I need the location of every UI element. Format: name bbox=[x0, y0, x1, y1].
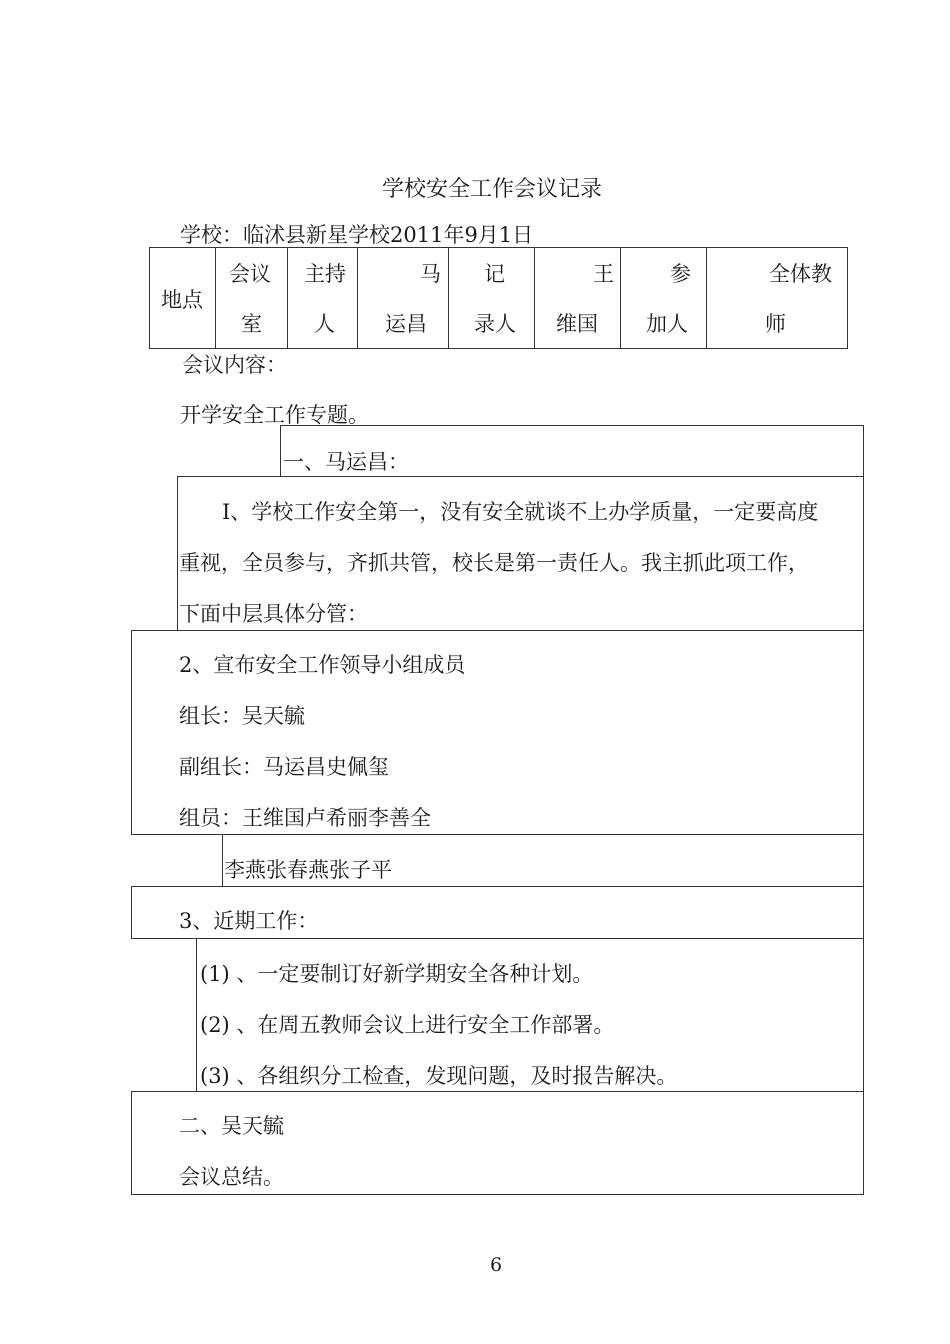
attendee-value-line1: 全体教 bbox=[769, 262, 832, 286]
host-label-line2: 人 bbox=[314, 312, 335, 336]
item2-heading: 2、宣布安全工作领导小组成员 bbox=[179, 653, 466, 677]
location-label: 地点 bbox=[161, 288, 203, 312]
location-value-line2: 室 bbox=[241, 312, 262, 336]
host-value-cell bbox=[358, 248, 449, 349]
item3-heading: 3、近期工作： bbox=[179, 909, 319, 933]
group-deputy: 副组长：马运昌史佩玺 bbox=[179, 755, 389, 779]
section1-heading: 一、马运昌： bbox=[283, 450, 409, 474]
group-members: 组员：王维国卢希丽李善全 bbox=[179, 806, 431, 830]
recorder-label-cell bbox=[449, 248, 535, 349]
recorder-value-cell bbox=[535, 248, 621, 349]
attendee-value-cell bbox=[707, 248, 848, 349]
group-members-cont: 李燕张春燕张子平 bbox=[224, 858, 392, 882]
section2-text: 会议总结。 bbox=[179, 1165, 284, 1189]
document-title: 学校安全工作会议记录 bbox=[382, 177, 603, 202]
school-date-line: 学校：临沭县新星学校2011年9月1日 bbox=[180, 223, 534, 247]
task-1: (1) 、一定要制订好新学期安全各种计划。 bbox=[200, 962, 594, 986]
recorder-label-line1: 记 bbox=[484, 262, 505, 286]
host-value-line1: 马 bbox=[420, 262, 441, 286]
group-leader: 组长：吴天毓 bbox=[179, 704, 305, 728]
recorder-label-line2: 录人 bbox=[474, 312, 516, 336]
task-3: (3) 、各组织分工检查，发现问题，及时报告解决。 bbox=[200, 1064, 678, 1088]
content-label: 会议内容： bbox=[182, 353, 287, 377]
host-label-line1: 主持 bbox=[304, 262, 346, 286]
recorder-value-line2: 维国 bbox=[556, 312, 598, 336]
item1-line3: 下面中层具体分管： bbox=[179, 602, 368, 626]
attendee-label-cell bbox=[621, 248, 707, 349]
item1-line1: I、学校工作安全第一，没有安全就谈不上办学质量，一定要高度 bbox=[222, 500, 819, 524]
location-value-cell bbox=[216, 248, 288, 349]
task-2: (2) 、在周五教师会议上进行安全工作部署。 bbox=[200, 1013, 615, 1037]
attendee-label-line2: 加人 bbox=[646, 312, 688, 336]
location-value-line1: 会议 bbox=[229, 262, 271, 286]
item1-line2: 重视，全员参与，齐抓共管，校长是第一责任人。我主抓此项工作， bbox=[179, 551, 809, 575]
page-number: 6 bbox=[490, 1254, 503, 1276]
recorder-value-line1: 王 bbox=[593, 262, 614, 286]
attendee-label-line1: 参 bbox=[670, 262, 691, 286]
host-label-cell bbox=[288, 248, 358, 349]
meeting-topic: 开学安全工作专题。 bbox=[180, 403, 369, 427]
attendee-value-line2: 师 bbox=[765, 312, 786, 336]
host-value-line2: 运昌 bbox=[385, 312, 427, 336]
location-label-cell bbox=[150, 248, 216, 349]
meeting-info-table bbox=[149, 247, 848, 349]
section2-heading: 二、吴天毓 bbox=[179, 1114, 284, 1138]
